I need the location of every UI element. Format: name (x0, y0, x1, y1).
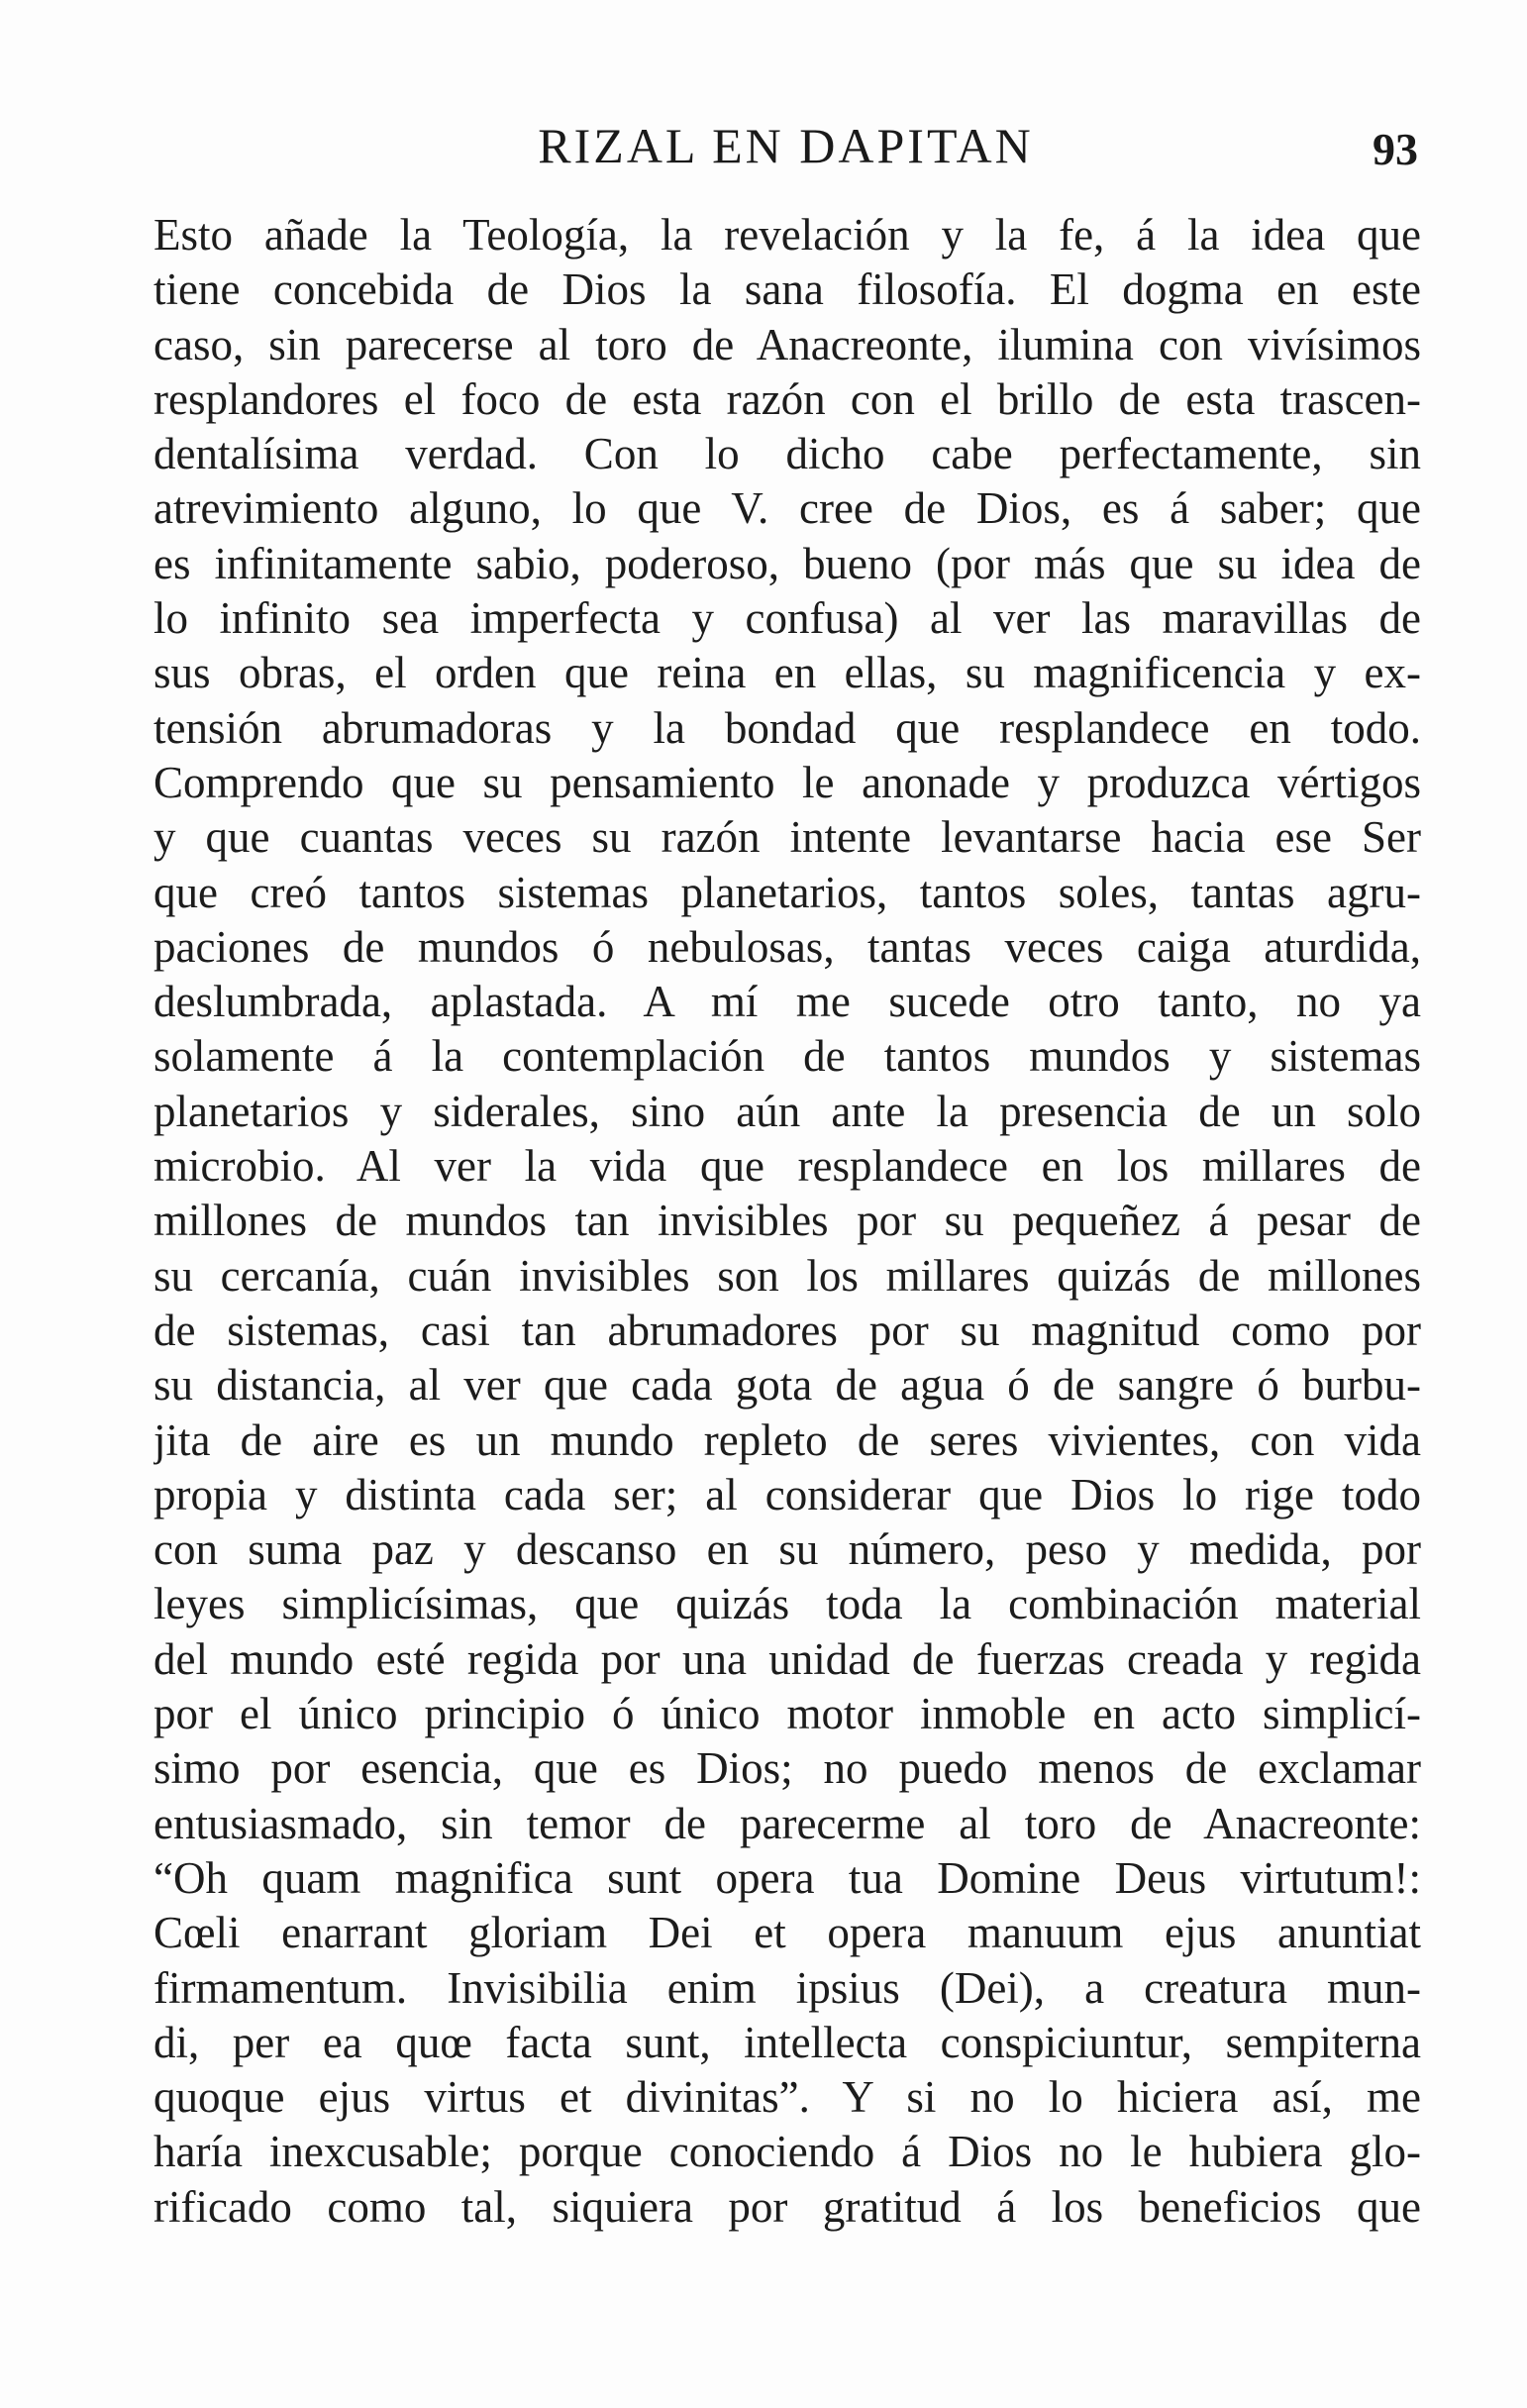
text-line: rificado como tal, siquiera por gratitud á los beneficios que (153, 2181, 1421, 2232)
page-number: 93 (1373, 124, 1418, 174)
text-line: caso, sin parecerse al toro de Anacreonte, ilumina con vivísimos (153, 319, 1421, 369)
text-line: tiene concebida de Dios la sana filosofía. El dogma en este (153, 264, 1421, 315)
text-line: microbio. Al ver la vida que resplandece en los millares de (153, 1141, 1421, 1192)
text-line: entusiasmado, sin temor de parecerme al toro de Anacreonte: (153, 1798, 1421, 1848)
text-line: haría inexcusable; porque conociendo á Dios no le hubiera glo- (153, 2127, 1421, 2177)
text-line: Esto añade la Teología, la revelación y la fe, á la idea que (153, 210, 1421, 260)
text-line: planetarios y siderales, sino aún ante la presencia de un solo (153, 1086, 1421, 1136)
text-line: resplandores el foco de esta razón con el brillo de esta trascen- (153, 373, 1421, 424)
text-line: por el único principio ó único motor inmoble en acto simplicí- (153, 1689, 1421, 1739)
running-title: RIZAL EN DAPITAN (538, 118, 1034, 173)
text-line: sus obras, el orden que reina en ellas, su magnificencia y ex- (153, 648, 1421, 698)
text-line: que creó tantos sistemas planetarios, tantos soles, tantas agru- (153, 867, 1421, 917)
text-line: “Oh quam magnifica sunt opera tua Domine Deus virtutum!: (153, 1852, 1421, 1903)
text-line: quoque ejus virtus et divinitas”. Y si no lo hiciera así, me (153, 2072, 1421, 2123)
text-line: simo por esencia, que es Dios; no puedo menos de exclamar (153, 1743, 1421, 1794)
text-line: firmamentum. Invisibilia enim ipsius (Dei), a creatura mun- (153, 1962, 1421, 2013)
text-line: atrevimiento alguno, lo que V. cree de Dios, es á saber; que (153, 483, 1421, 534)
text-line: su cercanía, cuán invisibles son los millares quizás de millones (153, 1250, 1421, 1301)
text-line: millones de mundos tan invisibles por su pequeñez á pesar de (153, 1196, 1421, 1246)
text-line: del mundo esté regida por una unidad de fuerzas creada y regida (153, 1633, 1421, 1684)
text-line: y que cuantas veces su razón intente levantarse hacia ese Ser (153, 812, 1421, 863)
text-line: Cœli enarrant gloriam Dei et opera manuum ejus anuntiat (153, 1908, 1421, 1958)
text-line: leyes simplicísimas, que quizás toda la combinación material (153, 1579, 1421, 1629)
text-line: deslumbrada, aplastada. A mí me sucede otro tanto, no ya (153, 977, 1421, 1027)
text-line: tensión abrumadoras y la bondad que resplandece en todo. (153, 702, 1421, 753)
text-line: di, per ea quœ facta sunt, intellecta conspiciuntur, sempiterna (153, 2017, 1421, 2067)
text-line: jita de aire es un mundo repleto de seres vivientes, con vida (153, 1414, 1421, 1465)
text-line: solamente á la contemplación de tantos mundos y sistemas (153, 1031, 1421, 1082)
text-line: propia y distinta cada ser; al considerar que Dios lo rige todo (153, 1469, 1421, 1519)
page-header (153, 117, 1418, 196)
body-text (153, 208, 1421, 2235)
text-line: Comprendo que su pensamiento le anonade y produzca vértigos (153, 757, 1421, 807)
text-line: con suma paz y descanso en su número, peso y medida, por (153, 1524, 1421, 1575)
text-line: lo infinito sea imperfecta y confusa) al ver las maravillas de (153, 593, 1421, 644)
text-line: su distancia, al ver que cada gota de agua ó de sangre ó burbu- (153, 1360, 1421, 1411)
text-line: de sistemas, casi tan abrumadores por su magnitud como por (153, 1305, 1421, 1355)
text-line: paciones de mundos ó nebulosas, tantas veces caiga aturdida, (153, 921, 1421, 972)
text-line: es infinitamente sabio, poderoso, bueno (por más que su idea de (153, 538, 1421, 588)
text-line: dentalísima verdad. Con lo dicho cabe perfectamente, sin (153, 429, 1421, 479)
